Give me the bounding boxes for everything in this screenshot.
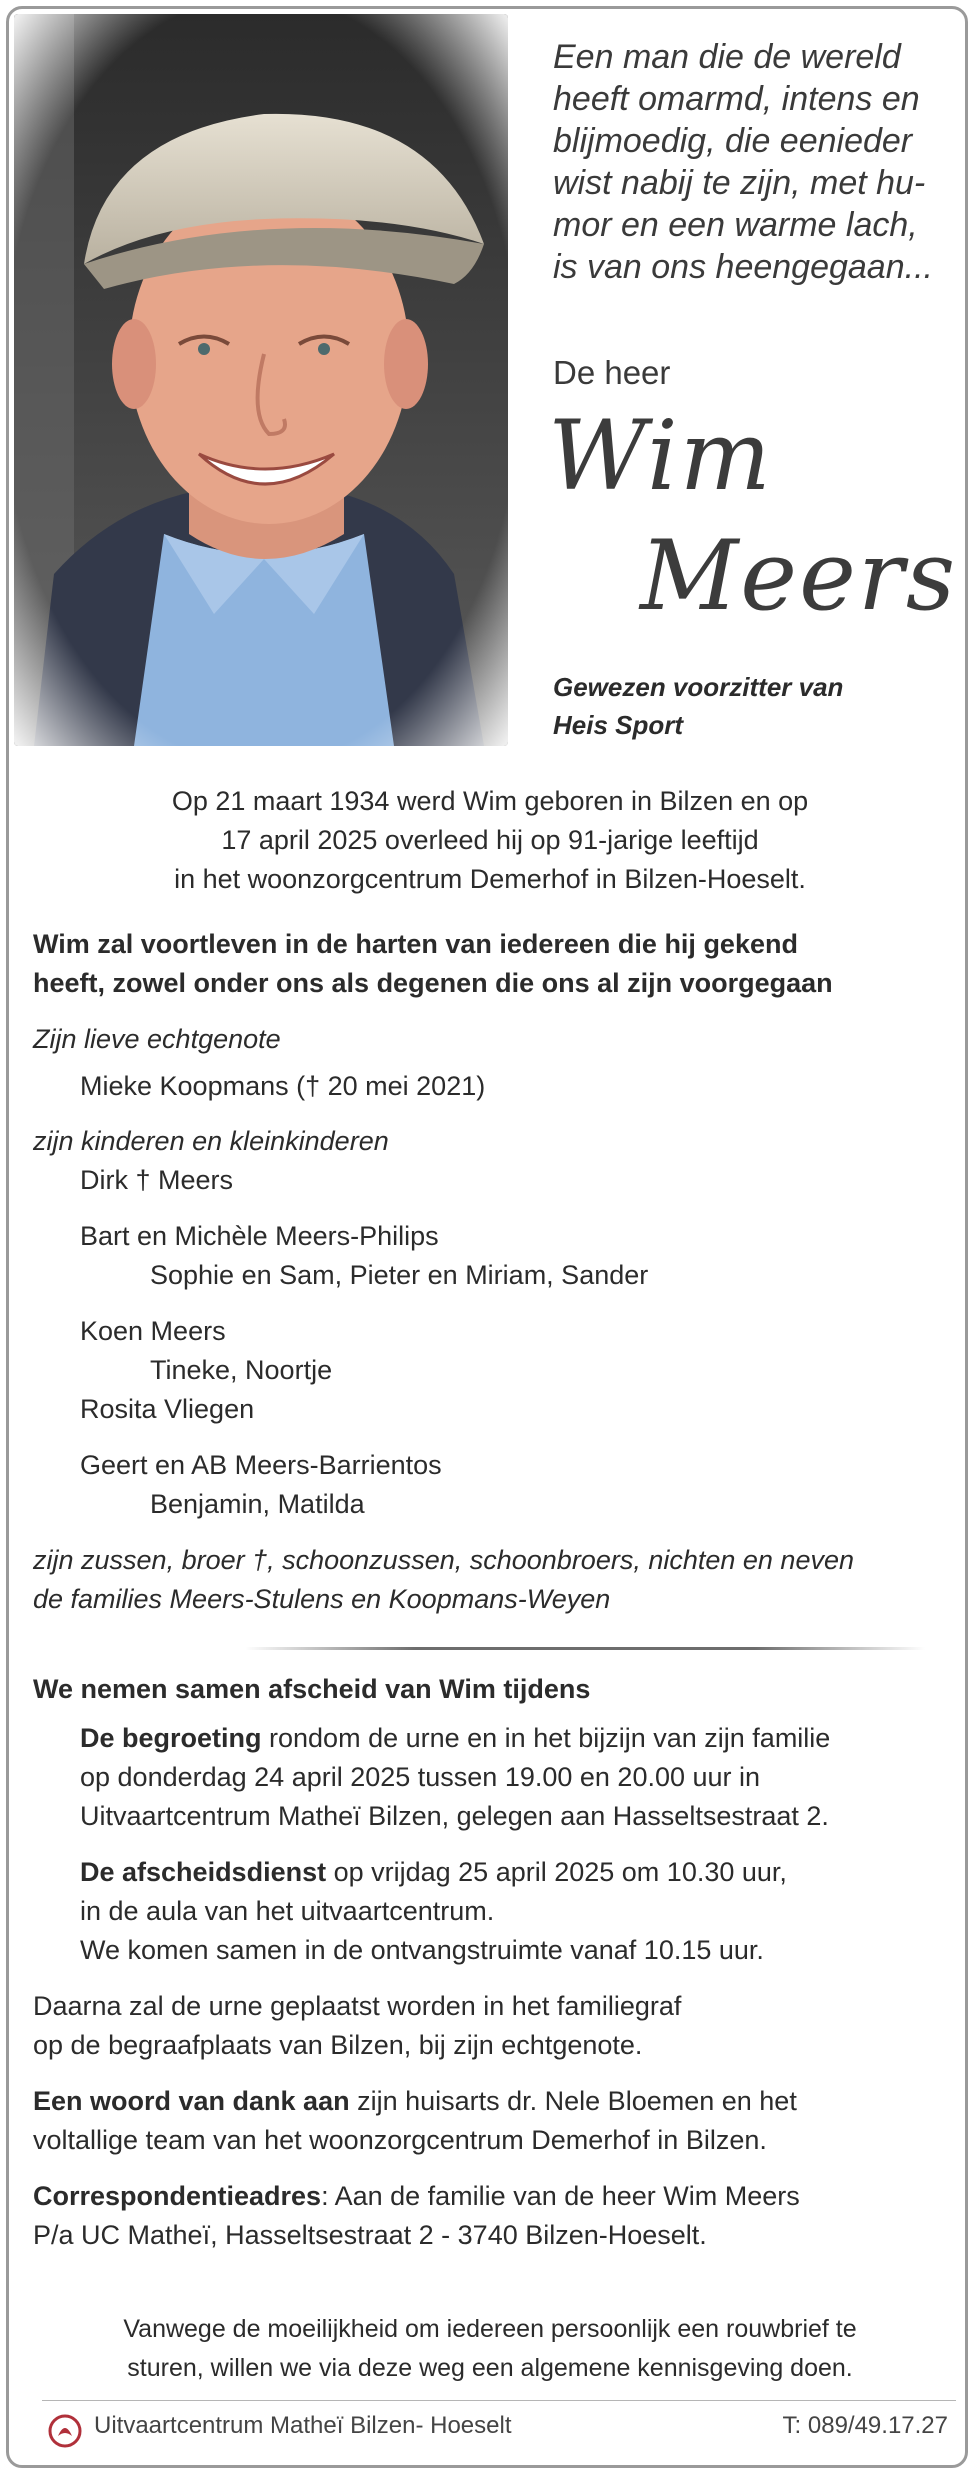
life-info [0, 782, 980, 899]
burial-line: Daarna zal de urne geplaatst worden in het familiegraf [33, 1991, 682, 2021]
memory-statement [33, 925, 953, 1003]
quote-line: is van ons heengegaan... [553, 248, 933, 286]
service-text: in de aula van het uitvaartcentrum. [80, 1896, 495, 1926]
child-name: Bart en Michèle Meers-Philips [80, 1221, 439, 1251]
role [553, 668, 933, 744]
correspondence-info [33, 2177, 953, 2255]
notice-line: Vanwege de moeilijkheid om iedereen persoonlijk een rouwbrief te [123, 2315, 857, 2343]
thanks-label: Een woord van dank aan [33, 2086, 350, 2116]
service-label: De afscheidsdienst [80, 1857, 327, 1887]
intro-quote [553, 36, 953, 288]
service-text: We komen samen in de ontvangstruimte vanaf 10.15 uur. [80, 1935, 764, 1965]
child-name: Koen Meers [80, 1316, 226, 1346]
spouse-label: Zijn lieve echtgenote [33, 1024, 281, 1054]
footer-phone: T: 089/49.17.27 [782, 2412, 948, 2439]
greeting-text: rondom de urne en in het bijzijn van zijn familie [261, 1723, 831, 1753]
correspondence-label: Correspondentieadres [33, 2181, 322, 2211]
life-line: Op 21 maart 1934 werd Wim geboren in Bilzen en op [171, 786, 809, 816]
service-text: op vrijdag 25 april 2025 om 10.30 uur, [326, 1857, 787, 1887]
grandchildren: Benjamin, Matilda [150, 1489, 365, 1519]
greeting-label: De begroeting [80, 1723, 262, 1753]
thanks-info [33, 2082, 953, 2160]
notice [0, 2310, 980, 2388]
child-name: Rosita Vliegen [80, 1394, 255, 1424]
child-name: Dirk † Meers [80, 1165, 234, 1195]
footer-divider [42, 2400, 956, 2401]
life-line: 17 april 2025 overleed hij op 91-jarige leeftijd [221, 825, 759, 855]
company-logo-icon [48, 2414, 82, 2448]
correspondence-text: P/a UC Matheï, Hasseltsestraat 2 - 3740 Bilzen-Hoeselt. [33, 2220, 707, 2250]
first-name: Wim [548, 400, 773, 512]
title-prefix: De heer [553, 354, 671, 391]
quote-line: mor en een warme lach, [553, 206, 918, 244]
service-info [33, 1853, 953, 1970]
farewell-heading: We nemen samen afscheid van Wim tijdens [33, 1674, 591, 1704]
memory-line: Wim zal voortleven in de harten van iedereen die hij gekend [33, 929, 798, 959]
thanks-text: zijn huisarts dr. Nele Bloemen en het [349, 2086, 797, 2116]
section-divider [245, 1647, 925, 1650]
correspondence-text: : Aan de familie van de heer Wim Meers [321, 2181, 800, 2211]
child-name: Geert en AB Meers-Barrientos [80, 1450, 442, 1480]
quote-line: blijmoedig, die eenieder [553, 122, 913, 160]
thanks-text: voltallige team van het woonzorgcentrum Demerhof in Bilzen. [33, 2125, 767, 2155]
extended-family: de families Meers-Stulens en Koopmans-Weyen [33, 1584, 611, 1614]
spouse-name: Mieke Koopmans († 20 mei 2021) [80, 1071, 486, 1101]
footer-company: Uitvaartcentrum Matheï Bilzen- Hoeselt [94, 2412, 512, 2439]
children-label: zijn kinderen en kleinkinderen [33, 1126, 389, 1156]
notice-line: sturen, willen we via deze weg een algemene kennisgeving doen. [127, 2354, 853, 2382]
memory-line: heeft, zowel onder ons als degenen die ons al zijn voorgegaan [33, 968, 833, 998]
last-name: Meers [640, 520, 958, 632]
farewell-section [33, 1670, 953, 2255]
extended-family: zijn zussen, broer †, schoonzussen, schoonbroers, nichten en neven [33, 1545, 854, 1575]
greeting-text: Uitvaartcentrum Matheï Bilzen, gelegen aan Hasseltsestraat 2. [80, 1801, 829, 1831]
burial-line: op de begraafplaats van Bilzen, bij zijn echtgenote. [33, 2030, 643, 2060]
quote-line: wist nabij te zijn, met hu- [553, 164, 926, 202]
role-line: Gewezen voorzitter van [553, 672, 844, 702]
quote-line: Een man die de wereld [553, 38, 901, 76]
grandchildren: Sophie en Sam, Pieter en Miriam, Sander [150, 1260, 649, 1290]
role-line: Heis Sport [553, 710, 684, 740]
life-line: in het woonzorgcentrum Demerhof in Bilzen-Hoeselt. [174, 864, 806, 894]
greeting-info [33, 1719, 953, 1836]
portrait-photo [14, 14, 508, 746]
grandchildren: Tineke, Noortje [150, 1355, 333, 1385]
family-list [33, 1020, 953, 1619]
greeting-text: op donderdag 24 april 2025 tussen 19.00 en 20.00 uur in [80, 1762, 761, 1792]
quote-line: heeft omarmd, intens en [553, 80, 920, 118]
burial-info [33, 1987, 953, 2065]
